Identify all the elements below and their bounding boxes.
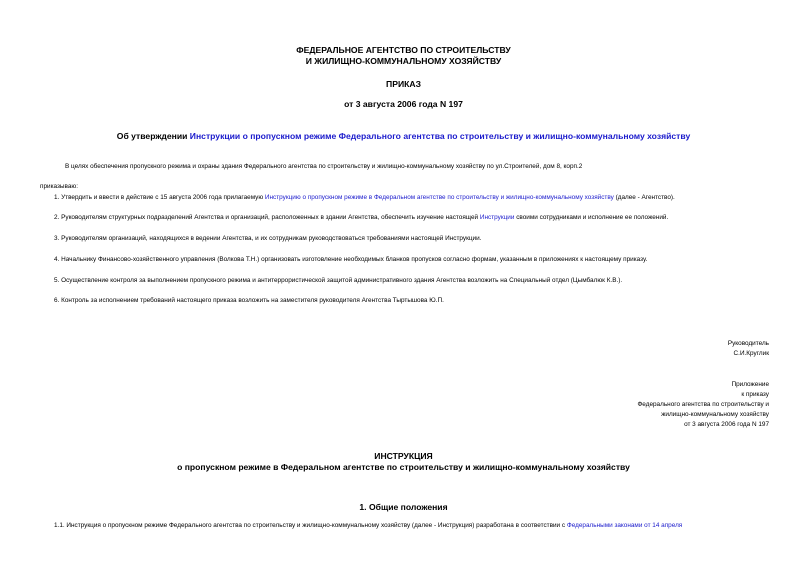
order-item-1 [54,195,675,201]
item-2-tail: своими сотрудниками и исполнение ее положений. [514,214,669,221]
order-word: приказываю: [40,183,78,190]
appendix-line1: Приложение [731,381,769,388]
order-item-3: 3. Руководителям организаций, находящихся в ведении Агентства, и их сотрудникам руководствоваться требованиями настоящей Инструкции. [54,235,482,242]
order-item-2 [54,215,668,221]
agency-name-line2: И ЖИЛИЩНО-КОММУНАЛЬНОМУ ХОЗЯЙСТВУ [305,56,502,66]
preamble-text: В целях обеспечения пропускного режима и охраны здания Федерального агентства по строительству и жилищно-коммунальному хозяйству по ул.Строителей, дом 8, корп.2 [65,163,583,170]
paragraph-1-1-text: 1.1. Инструкция о пропускном режиме Федерального агентства по строительству и жилищно-коммунальному хозяйству (далее - Инструкция) разработана в соответствии с [54,522,567,529]
appendix-line5: от 3 августа 2006 года N 197 [684,421,769,428]
item-1-link[interactable]: Инструкцию о пропускном режиме в Федеральном агентстве по строительству и жилищно-коммунальному хозяйству [264,194,614,201]
order-title-prefix: Об утверждении [116,131,190,141]
section-1-heading: 1. Общие положения [359,502,448,512]
order-date-number: от 3 августа 2006 года N 197 [344,99,463,109]
paragraph-1-1 [54,523,682,529]
order-item-4: 4. Начальнику Финансово-хозяйственного управления (Волкова Т.Н.) организовать изготовление необходимых бланков пропусков согласно формам, указанным в приложениях к настоящему приказу. [54,256,648,263]
appendix-line4: жилищно-коммунальному хозяйству [661,411,769,418]
federal-laws-link[interactable]: Федеральными законами от 14 апреля [566,522,683,529]
order-item-5: 5. Осуществление контроля за выполнением пропускного режима и антитеррористической защитой административного здания Агентства возложить на Специальный отдел (Цымбалюк К.В.). [54,277,623,284]
doc-type: ПРИКАЗ [386,79,421,89]
instruction-link[interactable]: Инструкции о пропускном режиме Федерального агентства по строительству и жилищно-коммунальному хозяйству [189,131,691,141]
item-2-link[interactable]: Инструкции [479,214,515,221]
signature-name: С.И.Круглик [733,350,769,357]
item-1-text: 1. Утвердить и ввести в действие с 15 августа 2006 года прилагаемую [54,194,265,201]
signature-position: Руководитель [727,340,769,347]
item-1-tail: (далее - Агентство). [613,194,675,201]
order-item-6: 6. Контроль за исполнением требований настоящего приказа возложить на заместителя руководителя Агентства Тыртышова Ю.П. [54,297,444,304]
instruction-subtitle: о пропускном режиме в Федеральном агентстве по строительству и жилищно-коммунальному хозяйству [177,462,630,472]
item-2-text: 2. Руководителям структурных подразделений Агентства и организаций, расположенных в здании Агентства, обеспечить изучение настоящей [54,214,480,221]
agency-name-line1: ФЕДЕРАЛЬНОЕ АГЕНТСТВО ПО СТРОИТЕЛЬСТВУ [296,45,511,55]
order-title [0,132,807,141]
instruction-title: ИНСТРУКЦИЯ [374,451,433,461]
appendix-line3: Федерального агентства по строительству и [637,401,769,408]
appendix-line2: к приказу [741,391,769,398]
